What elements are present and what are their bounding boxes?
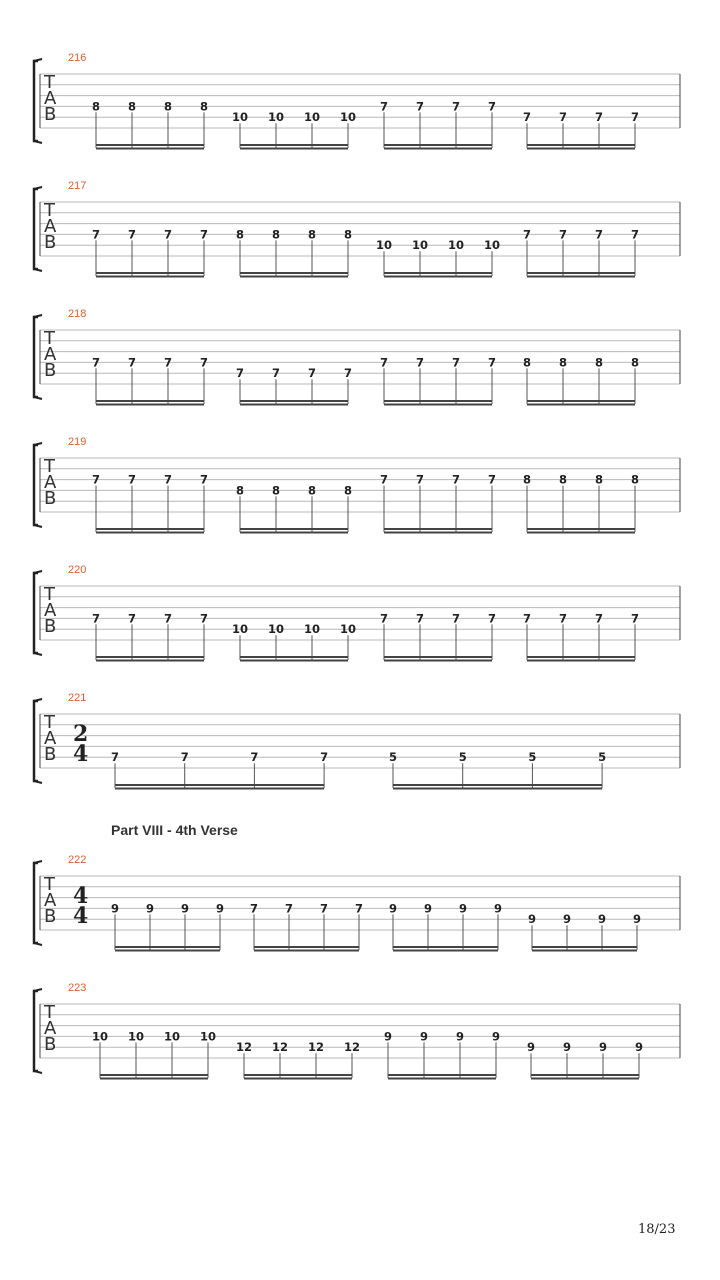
- measure-number: 218: [68, 308, 87, 320]
- tab-clef-letter: T: [44, 200, 55, 221]
- fret-number: 7: [199, 355, 209, 370]
- fret-number: 7: [594, 110, 604, 125]
- time-signature-numerator: 4: [73, 883, 89, 909]
- fret-number: 8: [271, 483, 281, 498]
- fret-number: 7: [127, 472, 137, 487]
- fret-number: 9: [383, 1029, 393, 1044]
- fret-number: 9: [423, 901, 433, 916]
- fret-number: 9: [597, 912, 607, 927]
- fret-number: 7: [522, 611, 532, 626]
- fret-number: 8: [630, 355, 640, 370]
- fret-number: 5: [458, 750, 467, 765]
- fret-number: 5: [598, 750, 607, 765]
- system-brace: [34, 445, 38, 525]
- tab-clef-letter: T: [44, 874, 55, 895]
- fret-number: 9: [526, 1040, 536, 1055]
- fret-number: 7: [271, 366, 281, 381]
- tab-clef-letter: B: [44, 104, 57, 125]
- fret-number: 9: [145, 901, 155, 916]
- fret-number: 7: [110, 750, 120, 765]
- measure-number: 216: [68, 52, 87, 64]
- fret-number: 8: [558, 355, 568, 370]
- fret-number: 8: [522, 472, 532, 487]
- fret-number: 12: [271, 1040, 289, 1055]
- brace-bottom-hook: [34, 141, 42, 143]
- page-number: 18/23: [638, 1222, 676, 1237]
- fret-number: 12: [343, 1040, 361, 1055]
- fret-number: 7: [415, 355, 425, 370]
- fret-number: 7: [354, 901, 364, 916]
- fret-number: 12: [235, 1040, 253, 1055]
- fret-number: 9: [388, 901, 398, 916]
- fret-number: 9: [527, 912, 537, 927]
- fret-number: 7: [163, 355, 173, 370]
- fret-number: 7: [163, 611, 173, 626]
- fret-number: 9: [632, 912, 642, 927]
- fret-number: 7: [91, 355, 101, 370]
- fret-number: 7: [630, 227, 640, 242]
- system-brace: [34, 189, 38, 269]
- tab-clef-letter: B: [44, 1034, 57, 1055]
- fret-number: 7: [180, 750, 189, 765]
- fret-number: 7: [163, 227, 173, 242]
- fret-number: 9: [562, 1040, 572, 1055]
- fret-number: 9: [215, 901, 225, 916]
- fret-number: 8: [307, 483, 317, 498]
- tab-clef-letter: A: [44, 344, 57, 365]
- fret-number: 7: [558, 611, 568, 626]
- tab-clef-letter: T: [44, 584, 55, 605]
- fret-number: 7: [163, 472, 173, 487]
- system-brace: [34, 701, 38, 781]
- fret-number: 10: [91, 1029, 109, 1044]
- tab-clef-letter: B: [44, 488, 57, 509]
- fret-number: 8: [235, 483, 245, 498]
- measure-number: 217: [68, 180, 87, 192]
- fret-number: 7: [235, 366, 245, 381]
- fret-number: 9: [598, 1040, 608, 1055]
- tab-clef-letter: A: [44, 890, 57, 911]
- tab-clef-letter: T: [44, 328, 55, 349]
- time-signature-denominator: 4: [73, 903, 89, 929]
- fret-number: 7: [379, 99, 389, 114]
- fret-number: 7: [199, 472, 209, 487]
- fret-number: 9: [491, 1029, 501, 1044]
- fret-number: 7: [451, 99, 461, 114]
- time-signature-numerator: 2: [73, 721, 89, 747]
- fret-number: 7: [379, 472, 389, 487]
- system-brace: [34, 317, 38, 397]
- fret-number: 8: [307, 227, 317, 242]
- fret-number: 7: [379, 355, 389, 370]
- fret-number: 8: [235, 227, 245, 242]
- measure-number: 219: [68, 436, 87, 448]
- fret-number: 9: [562, 912, 572, 927]
- fret-number: 8: [558, 472, 568, 487]
- measure-number: 221: [68, 692, 87, 704]
- fret-number: 7: [487, 99, 497, 114]
- fret-number: 8: [127, 99, 137, 114]
- fret-number: 10: [339, 622, 357, 637]
- fret-number: 10: [411, 238, 429, 253]
- brace-bottom-hook: [34, 781, 42, 783]
- fret-number: 8: [594, 355, 604, 370]
- section-title: Part VIII - 4th Verse: [111, 822, 238, 838]
- brace-bottom-hook: [34, 653, 42, 655]
- fret-number: 7: [307, 366, 317, 381]
- fret-number: 8: [271, 227, 281, 242]
- system-brace: [34, 863, 38, 943]
- tab-clef-letter: T: [44, 1002, 55, 1023]
- fret-number: 9: [110, 901, 120, 916]
- fret-number: 10: [339, 110, 357, 125]
- tab-clef-letter: A: [44, 88, 57, 109]
- brace-bottom-hook: [34, 397, 42, 399]
- brace-top-hook: [34, 187, 42, 189]
- fret-number: 7: [558, 110, 568, 125]
- fret-number: 8: [199, 99, 209, 114]
- fret-number: 12: [307, 1040, 325, 1055]
- fret-number: 7: [250, 750, 259, 765]
- measure-number: 222: [68, 854, 87, 866]
- tab-clef-letter: T: [44, 712, 55, 733]
- fret-number: 10: [447, 238, 465, 253]
- fret-number: 7: [127, 227, 137, 242]
- fret-number: 7: [630, 611, 640, 626]
- fret-number: 7: [487, 472, 497, 487]
- fret-number: 8: [594, 472, 604, 487]
- tab-clef-letter: A: [44, 600, 57, 621]
- fret-number: 7: [343, 366, 353, 381]
- fret-number: 10: [127, 1029, 145, 1044]
- fret-number: 7: [249, 901, 259, 916]
- fret-number: 9: [458, 901, 468, 916]
- fret-number: 7: [451, 472, 461, 487]
- fret-number: 7: [522, 227, 532, 242]
- brace-bottom-hook: [34, 1071, 42, 1073]
- tab-clef-letter: B: [44, 616, 57, 637]
- fret-number: 8: [630, 472, 640, 487]
- fret-number: 7: [91, 472, 101, 487]
- time-signature-denominator: 4: [73, 741, 89, 767]
- fret-number: 10: [303, 110, 321, 125]
- fret-number: 8: [91, 99, 101, 114]
- fret-number: 7: [284, 901, 294, 916]
- fret-number: 7: [487, 611, 497, 626]
- fret-number: 7: [594, 227, 604, 242]
- brace-top-hook: [34, 699, 42, 701]
- fret-number: 7: [91, 227, 101, 242]
- fret-number: 8: [343, 227, 353, 242]
- tab-clef-letter: T: [44, 456, 55, 477]
- fret-number: 7: [451, 611, 461, 626]
- fret-number: 10: [303, 622, 321, 637]
- tab-clef-letter: T: [44, 72, 55, 93]
- fret-number: 7: [199, 611, 209, 626]
- fret-number: 9: [180, 901, 190, 916]
- tab-clef-letter: B: [44, 360, 57, 381]
- fret-number: 10: [267, 110, 285, 125]
- fret-number: 10: [231, 110, 249, 125]
- tab-clef-letter: B: [44, 744, 57, 765]
- brace-top-hook: [34, 571, 42, 573]
- brace-top-hook: [34, 989, 42, 991]
- fret-number: 10: [483, 238, 501, 253]
- fret-number: 7: [127, 355, 137, 370]
- fret-number: 7: [199, 227, 209, 242]
- fret-number: 10: [375, 238, 393, 253]
- brace-top-hook: [34, 861, 42, 863]
- fret-number: 7: [319, 901, 329, 916]
- fret-number: 10: [163, 1029, 181, 1044]
- brace-top-hook: [34, 443, 42, 445]
- fret-number: 7: [522, 110, 532, 125]
- tab-clef-letter: B: [44, 232, 57, 253]
- fret-number: 7: [127, 611, 137, 626]
- fret-number: 10: [267, 622, 285, 637]
- fret-number: 9: [634, 1040, 644, 1055]
- fret-number: 7: [487, 355, 497, 370]
- tab-clef-letter: A: [44, 472, 57, 493]
- brace-top-hook: [34, 59, 42, 61]
- fret-number: 10: [231, 622, 249, 637]
- tab-clef-letter: A: [44, 1018, 57, 1039]
- system-brace: [34, 991, 38, 1071]
- fret-number: 7: [91, 611, 101, 626]
- fret-number: 5: [528, 750, 537, 765]
- tab-clef-letter: A: [44, 216, 57, 237]
- fret-number: 7: [320, 750, 329, 765]
- fret-number: 9: [419, 1029, 429, 1044]
- system-brace: [34, 573, 38, 653]
- fret-number: 7: [415, 472, 425, 487]
- fret-number: 9: [455, 1029, 465, 1044]
- system-brace: [34, 61, 38, 141]
- fret-number: 8: [163, 99, 173, 114]
- brace-bottom-hook: [34, 525, 42, 527]
- fret-number: 10: [199, 1029, 217, 1044]
- tab-clef-letter: B: [44, 906, 57, 927]
- fret-number: 7: [630, 110, 640, 125]
- fret-number: 9: [493, 901, 503, 916]
- fret-number: 7: [379, 611, 389, 626]
- measure-number: 223: [68, 982, 87, 994]
- measure-number: 220: [68, 564, 87, 576]
- fret-number: 7: [558, 227, 568, 242]
- fret-number: 7: [594, 611, 604, 626]
- fret-number: 7: [451, 355, 461, 370]
- fret-number: 8: [343, 483, 353, 498]
- fret-number: 5: [388, 750, 398, 765]
- fret-number: 8: [522, 355, 532, 370]
- brace-bottom-hook: [34, 943, 42, 945]
- brace-bottom-hook: [34, 269, 42, 271]
- fret-number: 7: [415, 99, 425, 114]
- tab-clef-letter: A: [44, 728, 57, 749]
- brace-top-hook: [34, 315, 42, 317]
- fret-number: 7: [415, 611, 425, 626]
